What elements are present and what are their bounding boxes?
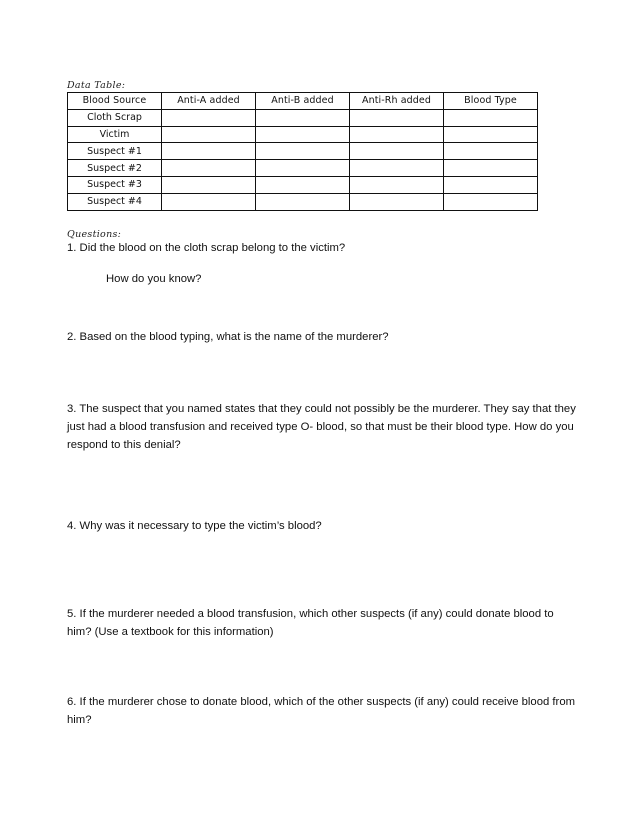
row-label: Suspect #3 [68,176,162,193]
table-cell [256,109,350,126]
table-cell [256,160,350,177]
table-cell [256,176,350,193]
question-1: 1. Did the blood on the cloth scrap belong to the victim? [67,242,346,254]
table-cell [350,143,444,160]
blood-typing-data-table [67,92,538,211]
questions-heading: Questions: [67,229,122,240]
question-5: 5. If the murderer needed a blood transfusion, which other suspects (if any) could donate blood to him? (Use a textbook for this information) [67,608,554,638]
row-label: Victim [68,126,162,143]
row-label: Suspect #2 [68,160,162,177]
table-cell [350,193,444,210]
table-cell [256,193,350,210]
row-label: Suspect #4 [68,193,162,210]
table-row [68,176,538,193]
table-cell [444,193,538,210]
table-header-row [68,93,538,110]
table-cell [350,160,444,177]
row-label: Cloth Scrap [68,109,162,126]
row-label: Suspect #1 [68,143,162,160]
table-cell [350,176,444,193]
table-cell [256,126,350,143]
table-cell [256,143,350,160]
header-anti-a: Anti-A added [162,93,256,110]
header-blood-type: Blood Type [444,93,538,110]
data-table-heading: Data Table: [67,80,126,91]
header-anti-b: Anti-B added [256,93,350,110]
table-cell [350,109,444,126]
table-cell [444,176,538,193]
header-anti-rh: Anti-Rh added [350,93,444,110]
table-cell [162,109,256,126]
table-cell [350,126,444,143]
table-row [68,160,538,177]
table-cell [444,109,538,126]
question-2: 2. Based on the blood typing, what is the name of the murderer? [67,331,389,343]
table-cell [162,160,256,177]
question-3: 3. The suspect that you named states that they could not possibly be the murderer. They say that they just had a blood transfusion and received type O- blood, so that must be their blood type. How do you respond to this denial? [67,403,576,451]
table-cell [162,126,256,143]
table-cell [444,160,538,177]
header-blood-source: Blood Source [68,93,162,110]
table-cell [162,193,256,210]
table-cell [444,126,538,143]
table-row [68,126,538,143]
table-row [68,109,538,126]
question-6: 6. If the murderer chose to donate blood, which of the other suspects (if any) could receive blood from him? [67,696,576,726]
table-row [68,143,538,160]
table-row [68,193,538,210]
table-cell [162,143,256,160]
question-4: 4. Why was it necessary to type the victim’s blood? [67,520,322,532]
table-cell [444,143,538,160]
question-1-followup: How do you know? [106,273,202,285]
table-cell [162,176,256,193]
